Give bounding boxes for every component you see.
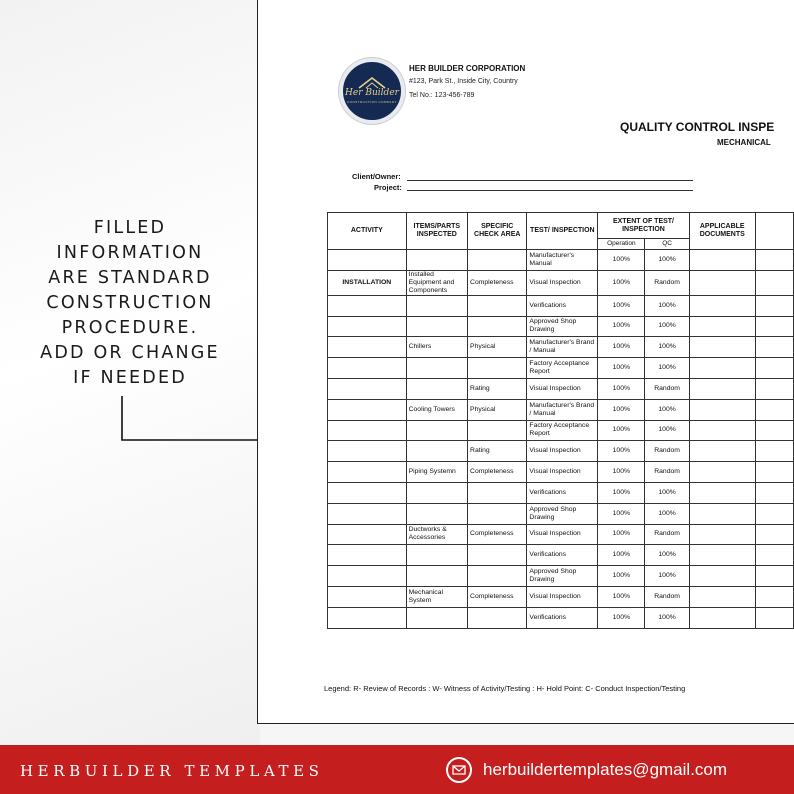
table-row — [328, 566, 794, 587]
company-name: HER BUILDER CORPORATION — [409, 64, 526, 73]
cell-operation: 100% — [598, 337, 645, 358]
cell-extra — [755, 399, 793, 420]
cell-operation: 100% — [598, 545, 645, 566]
cell-extra — [755, 524, 793, 545]
cell-activity — [328, 607, 407, 628]
table-row — [328, 270, 794, 295]
cell-test: Manufacturer's Brand / Manual — [527, 337, 598, 358]
cell-documents — [689, 586, 755, 607]
cell-check-area — [468, 607, 527, 628]
cell-qc: 100% — [645, 316, 689, 337]
cell-item — [406, 295, 467, 316]
cell-check-area: Completeness — [468, 270, 527, 295]
cell-operation: 100% — [598, 420, 645, 441]
legend: Legend: R- Review of Records : W- Witness of Activity/Testing : H- Hold Point: C- Conduct Inspection/Testing — [324, 684, 686, 693]
cell-qc: 100% — [645, 482, 689, 503]
cell-item — [406, 420, 467, 441]
cell-test: Factory Acceptance Report — [527, 358, 598, 379]
table-row — [328, 358, 794, 379]
cell-activity — [328, 586, 407, 607]
table-row — [328, 399, 794, 420]
cell-operation: 100% — [598, 358, 645, 379]
cell-test: Visual Inspection — [527, 378, 598, 399]
cell-operation: 100% — [598, 270, 645, 295]
cell-item: Cooling Towers — [406, 399, 467, 420]
cell-documents — [689, 250, 755, 271]
cell-documents — [689, 316, 755, 337]
cell-qc: Random — [645, 462, 689, 483]
table-row — [328, 337, 794, 358]
cell-extra — [755, 441, 793, 462]
cell-operation: 100% — [598, 503, 645, 524]
cell-documents — [689, 399, 755, 420]
cell-extra — [755, 316, 793, 337]
cell-item — [406, 545, 467, 566]
cell-qc: Random — [645, 270, 689, 295]
table-row — [328, 524, 794, 545]
cell-operation: 100% — [598, 607, 645, 628]
cell-qc: 100% — [645, 337, 689, 358]
cell-qc: 100% — [645, 420, 689, 441]
document-title: QUALITY CONTROL INSPE — [620, 120, 775, 134]
cell-extra — [755, 482, 793, 503]
cell-extra — [755, 566, 793, 587]
table-row — [328, 441, 794, 462]
cell-operation: 100% — [598, 462, 645, 483]
table-row — [328, 503, 794, 524]
header-extra — [755, 213, 793, 250]
cell-qc: 100% — [645, 358, 689, 379]
cell-test: Manufacturer's Brand / Manual — [527, 399, 598, 420]
cell-item — [406, 503, 467, 524]
cell-qc: 100% — [645, 607, 689, 628]
cell-extra — [755, 295, 793, 316]
cell-item: Piping Systemn — [406, 462, 467, 483]
cell-activity — [328, 566, 407, 587]
cell-qc: Random — [645, 524, 689, 545]
cell-item — [406, 250, 467, 271]
cell-extra — [755, 545, 793, 566]
cell-operation: 100% — [598, 566, 645, 587]
cell-check-area — [468, 503, 527, 524]
header-qc: QC — [645, 239, 689, 250]
cell-extra — [755, 250, 793, 271]
cell-item — [406, 566, 467, 587]
cell-qc: 100% — [645, 295, 689, 316]
email-link[interactable]: herbuildertemplates@gmail.com — [483, 760, 728, 779]
cell-documents — [689, 270, 755, 295]
instruction-note: FILLED INFORMATION ARE STANDARD CONSTRUCTION PROCEDURE. ADD OR CHANGE IF NEEDED — [40, 218, 220, 388]
table-row — [328, 462, 794, 483]
cell-extra — [755, 607, 793, 628]
cell-item: Installed Equipment and Components — [406, 270, 467, 295]
document-subtitle: MECHANICAL — [717, 138, 771, 147]
cell-check-area: Physical — [468, 337, 527, 358]
cell-documents — [689, 378, 755, 399]
cell-test: Factory Acceptance Report — [527, 420, 598, 441]
cell-documents — [689, 420, 755, 441]
cell-test: Visual Inspection — [527, 586, 598, 607]
cell-test: Visual Inspection — [527, 270, 598, 295]
cell-activity — [328, 462, 407, 483]
cell-test: Visual Inspection — [527, 441, 598, 462]
cell-check-area: Rating — [468, 441, 527, 462]
cell-activity — [328, 503, 407, 524]
header-activity: ACTIVITY — [328, 213, 407, 250]
table-row — [328, 295, 794, 316]
cell-activity — [328, 337, 407, 358]
cell-documents — [689, 566, 755, 587]
company-logo — [339, 58, 405, 124]
cell-extra — [755, 503, 793, 524]
cell-operation: 100% — [598, 378, 645, 399]
cell-activity — [328, 482, 407, 503]
cell-operation: 100% — [598, 441, 645, 462]
cell-check-area — [468, 482, 527, 503]
cell-operation: 100% — [598, 295, 645, 316]
cell-qc: 100% — [645, 566, 689, 587]
cell-check-area — [468, 420, 527, 441]
cell-operation: 100% — [598, 316, 645, 337]
cell-item — [406, 378, 467, 399]
project-field[interactable] — [407, 190, 693, 191]
client-field[interactable] — [407, 180, 693, 181]
cell-check-area: Rating — [468, 378, 527, 399]
cell-qc: 100% — [645, 503, 689, 524]
table-row — [328, 420, 794, 441]
cell-activity — [328, 399, 407, 420]
cell-activity — [328, 316, 407, 337]
cell-qc: 100% — [645, 250, 689, 271]
header-documents: APPLICABLE DOCUMENTS — [689, 213, 755, 250]
cell-item — [406, 482, 467, 503]
logo-text: Her Builder — [345, 88, 399, 98]
header-items: ITEMS/PARTS INSPECTED — [406, 213, 467, 250]
cell-check-area — [468, 295, 527, 316]
cell-operation: 100% — [598, 399, 645, 420]
cell-item — [406, 441, 467, 462]
cell-extra — [755, 420, 793, 441]
envelope-icon — [446, 757, 472, 783]
cell-test: Visual Inspection — [527, 524, 598, 545]
cell-qc: 100% — [645, 399, 689, 420]
cell-check-area — [468, 545, 527, 566]
cell-test: Approved Shop Drawing — [527, 503, 598, 524]
table-row — [328, 586, 794, 607]
cell-documents — [689, 545, 755, 566]
table-row — [328, 607, 794, 628]
cell-test: Manufacturer's Manual — [527, 250, 598, 271]
cell-test: Approved Shop Drawing — [527, 566, 598, 587]
cell-extra — [755, 378, 793, 399]
cell-documents — [689, 441, 755, 462]
cell-extra — [755, 586, 793, 607]
cell-item: Mechanical System — [406, 586, 467, 607]
header-extent: EXTENT OF TEST/ INSPECTION — [598, 213, 689, 239]
cell-activity — [328, 378, 407, 399]
header-operation: Operation — [598, 239, 645, 250]
cell-test: Verifications — [527, 295, 598, 316]
cell-qc: Random — [645, 586, 689, 607]
cell-documents — [689, 607, 755, 628]
cell-extra — [755, 337, 793, 358]
cell-check-area — [468, 316, 527, 337]
table-body — [328, 250, 794, 629]
cell-check-area: Completeness — [468, 586, 527, 607]
cell-documents — [689, 337, 755, 358]
cell-activity: INSTALLATION — [328, 270, 407, 295]
brand-name: HERBUILDER TEMPLATES — [20, 762, 324, 780]
cell-test: Visual Inspection — [527, 462, 598, 483]
cell-test: Verifications — [527, 482, 598, 503]
cell-check-area — [468, 566, 527, 587]
cell-documents — [689, 295, 755, 316]
project-label: Project: — [374, 183, 402, 192]
cell-qc: 100% — [645, 545, 689, 566]
cell-operation: 100% — [598, 482, 645, 503]
cell-check-area — [468, 250, 527, 271]
header-test: TEST/ INSPECTION — [527, 213, 598, 250]
cell-test: Approved Shop Drawing — [527, 316, 598, 337]
client-label: Client/Owner: — [352, 172, 401, 181]
cell-check-area: Completeness — [468, 524, 527, 545]
cell-check-area: Completeness — [468, 462, 527, 483]
cell-operation: 100% — [598, 250, 645, 271]
cell-item: Ductworks & Accessories — [406, 524, 467, 545]
table-row — [328, 316, 794, 337]
cell-qc: Random — [645, 441, 689, 462]
cell-operation: 100% — [598, 524, 645, 545]
table-row — [328, 545, 794, 566]
cell-activity — [328, 358, 407, 379]
cell-check-area: Physical — [468, 399, 527, 420]
house-roof-icon — [357, 75, 387, 89]
cell-item: Chillers — [406, 337, 467, 358]
header-check-area: SPECIFIC CHECK AREA — [468, 213, 527, 250]
cell-test: Verifications — [527, 607, 598, 628]
table-row — [328, 482, 794, 503]
company-tel: Tel No.: 123-456-789 — [409, 92, 475, 99]
cell-activity — [328, 524, 407, 545]
cell-qc: Random — [645, 378, 689, 399]
cell-extra — [755, 358, 793, 379]
cell-documents — [689, 358, 755, 379]
cell-documents — [689, 503, 755, 524]
table-row — [328, 250, 794, 271]
cell-item — [406, 316, 467, 337]
cell-extra — [755, 462, 793, 483]
cell-activity — [328, 295, 407, 316]
cell-documents — [689, 482, 755, 503]
cell-check-area — [468, 358, 527, 379]
cell-activity — [328, 441, 407, 462]
cell-activity — [328, 250, 407, 271]
logo-subtext: CONSTRUCTION COMPANY — [347, 100, 397, 104]
cell-operation: 100% — [598, 586, 645, 607]
table-row — [328, 378, 794, 399]
cell-test: Verifications — [527, 545, 598, 566]
cell-activity — [328, 545, 407, 566]
cell-item — [406, 607, 467, 628]
cell-documents — [689, 524, 755, 545]
cell-item — [406, 358, 467, 379]
company-address: #123, Park St., Inside City, Country — [409, 78, 518, 85]
cell-activity — [328, 420, 407, 441]
cell-extra — [755, 270, 793, 295]
cell-documents — [689, 462, 755, 483]
inspection-table — [327, 212, 794, 629]
